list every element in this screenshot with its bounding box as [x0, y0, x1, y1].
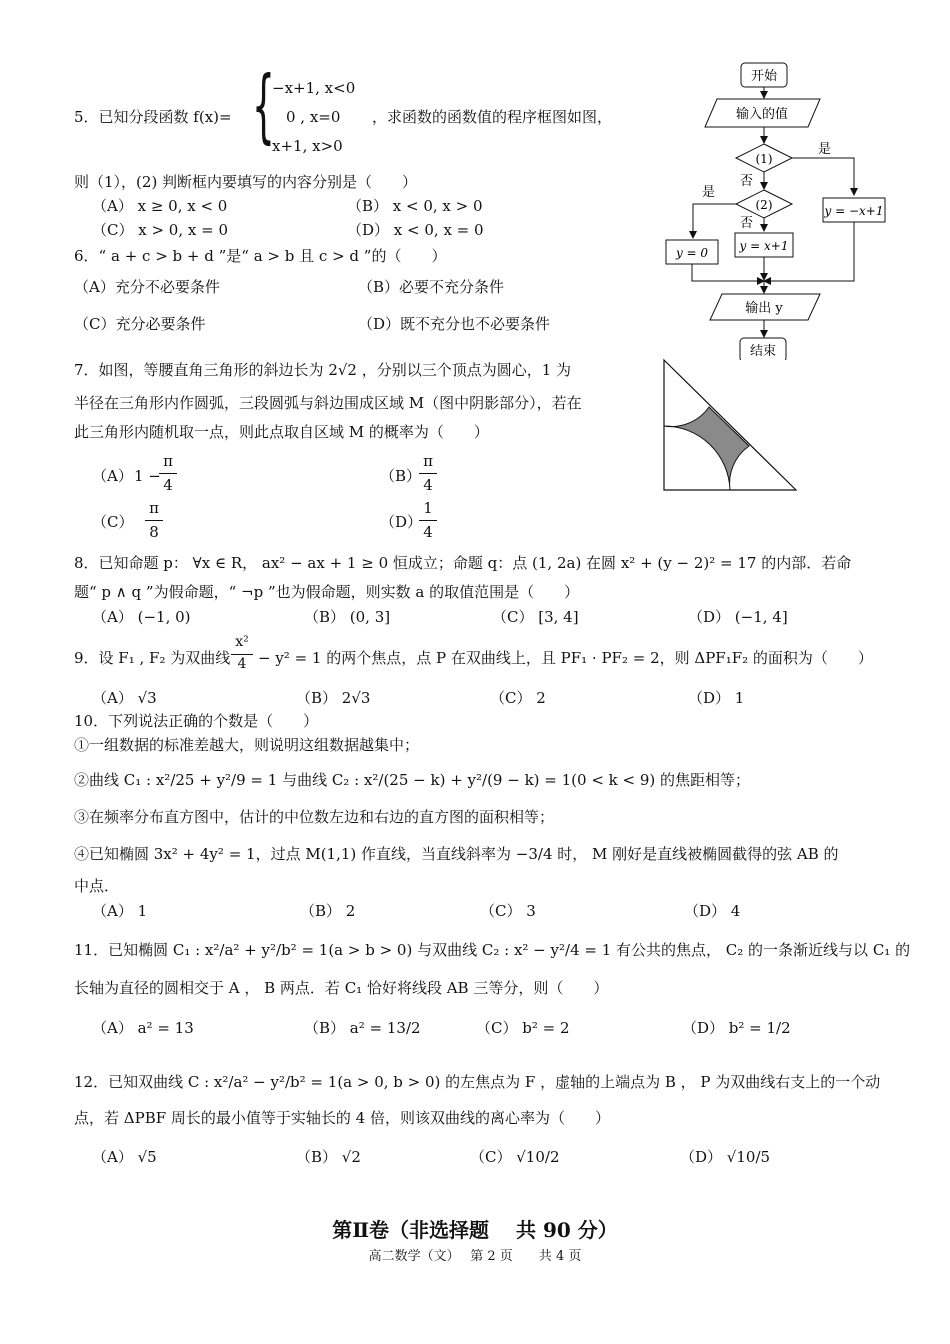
q7-triangle-figure	[662, 358, 802, 493]
flow-no-1: 否	[740, 174, 754, 189]
flow-no-2: 否	[740, 216, 754, 231]
q11-option-c: （C） b² = 2	[476, 1019, 570, 1037]
q8-option-c: （C） [3, 4]	[492, 608, 579, 626]
q8-option-d: （D） (−1, 4]	[688, 608, 788, 626]
flow-start-label: 开始	[750, 69, 778, 84]
q6-option-b: （B）必要不充分条件	[358, 278, 505, 296]
q5-option-d: （D） x < 0, x = 0	[347, 221, 484, 239]
q7-option-a-den: 4	[163, 476, 173, 494]
q10-option-d: （D） 4	[684, 902, 741, 920]
flow-yes-1: 是	[818, 142, 832, 157]
q12-line2: 点，若 ΔPBF 周长的最小值等于实轴长的 4 倍，则该双曲线的离心率为（ ）	[74, 1109, 610, 1127]
q7-option-c-label: （C）	[92, 513, 134, 531]
q10-option-c: （C） 3	[480, 902, 536, 920]
q9-frac-num: x²	[235, 634, 249, 650]
q9-post: − y² = 1 的两个焦点，点 P 在双曲线上，且 PF₁ · PF₂ = 2，则 ΔPF₁F₂ 的面积为（ ）	[258, 649, 873, 667]
q8-line1: 8．已知命题 p： ∀x ∈ R， ax² − ax + 1 ≥ 0 恒成立；命题 q：点 (1, 2a) 在圆 x² + (y − 2)² = 17 的内部．若命	[74, 554, 852, 572]
q7-option-c-den: 8	[149, 523, 159, 541]
q10-option-a: （A） 1	[92, 902, 148, 920]
q5-intro: 5．已知分段函数 f(x)=	[74, 108, 232, 126]
q9-option-c: （C） 2	[490, 689, 546, 707]
q7-line3: 此三角形内随机取一点，则此点取自区域 M 的概率为（ ）	[74, 423, 489, 441]
q7-option-a-num: π	[163, 452, 173, 470]
q7-option-b-bar	[419, 473, 437, 474]
q12-option-c: （C） √10/2	[470, 1148, 560, 1166]
q5-case-3: x+1, x>0	[272, 137, 343, 155]
q7-option-b-label: （B）	[380, 467, 422, 485]
q7-line1: 7．如图，等腰直角三角形的斜边长为 2√2 ，分别以三个顶点为圆心，1 为	[74, 361, 572, 379]
q5-line2: 则（1），(2) 判断框内要填写的内容分别是（ ）	[74, 173, 418, 191]
q9-option-b: （B） 2√3	[296, 689, 371, 707]
q8-option-b: （B） (0, 3]	[304, 608, 391, 626]
q9-frac-den: 4	[237, 656, 247, 672]
q6-option-d: （D）既不充分也不必要条件	[358, 315, 551, 333]
q8-option-a: （A） (−1, 0)	[92, 608, 191, 626]
q5-case-2: 0 , x=0	[286, 108, 341, 126]
q10-statement-2: ②曲线 C₁ : x²/25 + y²/9 = 1 与曲线 C₂ : x²/(25 − k) + y²/(9 − k) = 1(0 < k < 9) 的焦距相等；	[74, 771, 751, 789]
flowchart	[660, 55, 900, 360]
q8-line2: 题“ p ∧ q ”为假命题，“ ¬p ”也为假命题，则实数 a 的取值范围是（ ）	[74, 583, 580, 601]
q10-statement-1: ①一组数据的标准差越大，则说明这组数据越集中；	[74, 736, 420, 754]
q7-line2: 半径在三角形内作圆弧，三段圆弧与斜边围成区域 M（图中阴影部分），若在	[74, 394, 582, 412]
flow-box-ynx1-label: y = −x+1	[824, 204, 884, 218]
q11-line1: 11．已知椭圆 C₁ : x²/a² + y²/b² = 1(a > b > 0) 与双曲线 C₂ : x² − y²/4 = 1 有公共的焦点， C₂ 的一条渐近线与以 C₁ 的	[74, 941, 911, 959]
q7-option-b-den: 4	[423, 476, 433, 494]
q7-option-c-bar	[145, 520, 163, 521]
q6-option-c: （C）充分必要条件	[74, 315, 206, 333]
q5-option-c: （C） x > 0, x = 0	[92, 221, 228, 239]
q9-option-a: （A） √3	[92, 689, 157, 707]
q7-option-d-den: 4	[423, 523, 433, 541]
q6-stem: 6．“ a + c > b + d ”是“ a > b 且 c > d ”的（ ）	[74, 247, 447, 265]
flow-output-label: 输出 y	[745, 301, 783, 316]
q7-option-a-label: （A）	[92, 467, 133, 485]
q7-option-d-num: 1	[423, 499, 433, 517]
flow-box-yx1-label: y = x+1	[739, 239, 789, 253]
q9-option-d: （D） 1	[688, 689, 745, 707]
q7-option-c-num: π	[149, 499, 159, 517]
q10-statement-3: ③在频率分布直方图中，估计的中位数左边和右边的直方图的面积相等；	[74, 808, 555, 826]
q9-pre: 9．设 F₁ , F₂ 为双曲线	[74, 649, 231, 667]
q11-option-b: （B） a² = 13/2	[304, 1019, 421, 1037]
flow-end-label: 结束	[749, 344, 777, 359]
q12-option-a: （A） √5	[92, 1148, 157, 1166]
q5-case-1: −x+1, x<0	[272, 79, 356, 97]
flow-decision-1-label: (1)	[755, 152, 773, 166]
q5-after: ，求函数的函数值的程序框图如图，	[372, 108, 613, 126]
q11-option-d: （D） b² = 1/2	[682, 1019, 791, 1037]
q11-line2: 长轴为直径的圆相交于 A ， B 两点．若 C₁ 恰好将线段 AB 三等分，则（ ）	[74, 979, 609, 997]
q12-line1: 12．已知双曲线 C : x²/a² − y²/b² = 1(a > 0, b > 0) 的左焦点为 F ，虚轴的上端点为 B ， P 为双曲线右支上的一个动	[74, 1073, 881, 1091]
q12-option-d: （D） √10/5	[680, 1148, 771, 1166]
q9-frac-bar	[231, 654, 253, 655]
q12-option-b: （B） √2	[296, 1148, 361, 1166]
q7-option-d-bar	[419, 520, 437, 521]
flow-decision-2-label: (2)	[755, 198, 773, 212]
q10-statement-4-cont: 中点．	[74, 877, 120, 895]
q10-stem: 10．下列说法正确的个数是（ ）	[74, 712, 319, 730]
q11-option-a: （A） a² = 13	[92, 1019, 194, 1037]
q5-brace: {	[252, 59, 275, 152]
flow-yes-2: 是	[702, 185, 716, 200]
q5-option-a: （A） x ≥ 0, x < 0	[92, 197, 228, 215]
q7-option-b-num: π	[423, 452, 433, 470]
section-title: 第Ⅱ卷（非选择题 共 90 分）	[332, 1218, 618, 1242]
q10-option-b: （B） 2	[300, 902, 356, 920]
q7-option-a-bar	[159, 473, 177, 474]
q7-option-a-pre: 1 −	[134, 467, 161, 485]
q5-option-b: （B） x < 0, x > 0	[347, 197, 483, 215]
flow-box-y0-label: y = 0	[675, 246, 709, 260]
q7-option-d-label: （D）	[380, 513, 423, 531]
flow-input-label: 输入的值	[735, 107, 789, 122]
q10-statement-4: ④已知椭圆 3x² + 4y² = 1，过点 M(1,1) 作直线，当直线斜率为 −3/4 时， M 刚好是直线被椭圆截得的弦 AB 的	[74, 845, 839, 863]
page-footer: 高二数学（文） 第 2 页 共 4 页	[368, 1249, 582, 1264]
q6-option-a: （A）充分不必要条件	[74, 278, 220, 296]
